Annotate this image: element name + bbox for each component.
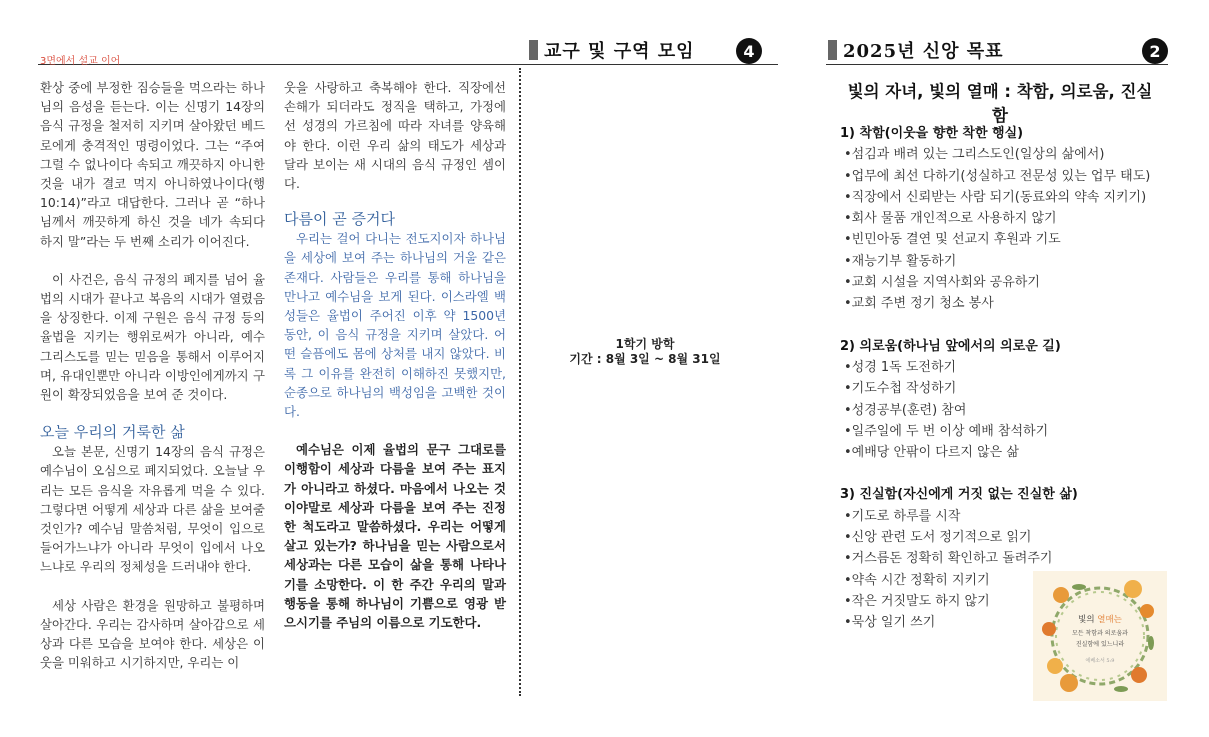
wreath-ref: 에베소서 5:9	[1085, 658, 1115, 664]
goal-item: •기도수첩 작성하기	[844, 381, 957, 397]
right-header-title: 2025년 신앙 목표	[843, 41, 1004, 62]
section-subhead: 오늘 우리의 거룩한 삶	[40, 423, 185, 442]
wreath-text	[1055, 615, 1145, 667]
goal-item: •작은 거짓말도 하지 않기	[844, 593, 990, 609]
right-page-number: 2	[1142, 38, 1168, 64]
right-page-header	[828, 38, 1004, 62]
continuation-note: 3면에서 설교 이어	[40, 56, 121, 67]
goals-list	[840, 123, 1180, 634]
vacation-period: 기간 : 8월 3일 ~ 8월 31일	[569, 352, 721, 366]
paragraph: 이 사건은, 음식 규정의 폐지를 넘어 율법의 시대가 끝나고 복음의 시대가 열렸음을 상징한다. 이제 구원은 음식 규정 등의 율법을 지키는 행위로써가 아니라, 예수 그리스도를 믿는 믿음을 통해서 이루어지며, 유대인뿐만 아니라 이방인에게까지 구원이 확장되었음을 보여 준 것이다.	[40, 271, 265, 403]
sermon-column-1	[40, 78, 265, 672]
wreath-line1b: 열매는	[1097, 615, 1122, 625]
goal-item: •회사 물품 개인적으로 사용하지 않기	[844, 211, 1057, 227]
goal-section-heading: 2) 의로움(하나님 앞에서의 의로운 길)	[840, 338, 1061, 354]
vacation-title: 1학기 방학	[615, 337, 675, 351]
sermon-column-2	[284, 78, 506, 632]
goal-item: •빈민아동 결연 및 선교지 후원과 기도	[844, 232, 1061, 248]
goal-item: •업무에 최선 다하기(성실하고 전문성 있는 업무 태도)	[844, 168, 1151, 184]
paragraph: 세상 사람은 환경을 원망하고 불평하며 살아간다. 우리는 감사하며 살아감으로 세상과 다른 모습을 보여야 한다. 세상은 이웃을 미워하고 시기하지만, 우리는 이	[40, 597, 265, 671]
goal-item: •섬김과 배려 있는 그리스도인(일상의 삶에서)	[844, 147, 1105, 163]
closing-paragraph: 예수님은 이제 율법의 문구 그대로를 이행함이 세상과 다름을 보여 주는 표지가 아니라고 하셨다. 마음에서 나오는 것이야말로 세상과 다름을 보여 주는 진정한 척도라고 말씀하셨다. 우리는 어떻게 살고 있는가? 하나님을 믿는 사람으로서 세상과는 다른 모습이 삶을 통해 나타나기를 소망한다. 이 한 주간 우리의 말과 행동을 통해 하나님이 기쁨으로 영광 받으시기를 주님의 이름으로 기도한다.	[284, 442, 506, 631]
paragraph: 웃을 사랑하고 축복해야 한다. 직장에선 손해가 되더라도 정직을 택하고, 가정에선 성경의 가르침에 따라 자녀를 양육해야 한다. 이런 우리 삶의 태도가 세상과 달라 보이는 새 시대의 음식 규정인 셈이다.	[284, 80, 506, 192]
header-bar-icon	[828, 40, 837, 60]
wreath-line2: 모든 착함과 의로움과	[1072, 630, 1128, 637]
column-divider	[519, 68, 521, 696]
goal-section-heading: 3) 진실함(자신에게 거짓 없는 진실한 삶)	[840, 487, 1078, 503]
goal-item: •묵상 일기 쓰기	[844, 615, 936, 631]
goal-item: •일주일에 두 번 이상 예배 참석하기	[844, 423, 1049, 439]
goal-item: •재능기부 활동하기	[844, 253, 957, 269]
goal-item: •기도로 하루를 시작	[844, 508, 961, 524]
goal-item: •성경공부(훈련) 참여	[844, 402, 967, 418]
left-header-rule	[38, 64, 778, 65]
fruit-wreath-image	[1033, 571, 1167, 701]
goal-item: •직장에서 신뢰받는 사람 되기(동료와의 약속 지키기)	[844, 189, 1147, 205]
right-header-rule	[826, 64, 1168, 65]
goal-item: •신앙 관련 도서 정기적으로 읽기	[844, 530, 1032, 546]
left-page-header	[529, 38, 695, 62]
goal-item: •예배당 안팎이 다르지 않은 삶	[844, 445, 1019, 461]
goal-item: •성경 1독 도전하기	[844, 359, 957, 375]
section-subhead: 다름이 곧 증거다	[284, 210, 395, 229]
goal-section-heading: 1) 착함(이웃을 향한 착한 행실)	[840, 126, 1024, 141]
left-header-title: 교구 및 구역 모임	[544, 41, 695, 62]
wreath-line1a: 빛의	[1078, 615, 1095, 625]
goals-main-title: 빛의 자녀, 빛의 열매 : 착함, 의로움, 진실함	[847, 82, 1153, 125]
wreath-line3: 진실함에 있느니라	[1075, 641, 1125, 648]
header-bar-icon	[529, 40, 538, 60]
goal-item: •교회 주변 정기 청소 봉사	[844, 296, 994, 312]
paragraph: 오늘 본문, 신명기 14장의 음식 규정은 예수님이 오심으로 폐지되었다. 오늘날 우리는 모든 음식을 자유롭게 먹을 수 있다. 그렇다면 어떻게 세상과 다른 삶을 보여줄 것인가? 예수님 말씀처럼, 무엇이 입으로 들어가느냐가 아니라 무엇이 입에서 나오느냐로 우리의 정체성을 드러내야 한다.	[40, 444, 265, 575]
paragraph: 환상 중에 부정한 짐승들을 먹으라는 하나님의 음성을 듣는다. 이는 신명기 14장의 음식 규정을 철저히 지키며 살아왔던 베드로에게 충격적인 명령이었다. 그는 “주여 그럴 수 없나이다 속되고 깨끗하지 아니한 것을 내가 결코 먹지 아니하였나이다(행 10:14)”라고 대답한다. 그러나 곧 “하나님께서 깨끗하게 하신 것을 네가 속되다 하지 말”라는 두 번째 소리가 이어진다.	[40, 80, 265, 249]
vacation-notice	[560, 337, 730, 367]
paragraph: 우리는 걸어 다니는 전도지이자 하나님을 세상에 보여 주는 하나님의 거울 같은 존재다. 사람들은 우리를 통해 하나님을 만나고 예수님을 보게 된다. 이스라엘 백성들은 율법이 주어진 이후 약 1500년 동안, 이 음식 규정을 지키며 살았다. 어떤 슬픔에도 몸에 상처를 내지 않았다. 비록 그 이유를 완전히 이해하진 못했지만, 순종으로 하나님의 백성임을 고백한 것이다.	[284, 231, 506, 420]
goal-item: •약속 시간 정확히 지키기	[844, 572, 990, 588]
goal-item: •교회 시설을 지역사회와 공유하기	[844, 275, 1040, 291]
left-page-number: 4	[736, 38, 762, 64]
goal-item: •거스름돈 정확히 확인하고 돌려주기	[844, 551, 1053, 567]
